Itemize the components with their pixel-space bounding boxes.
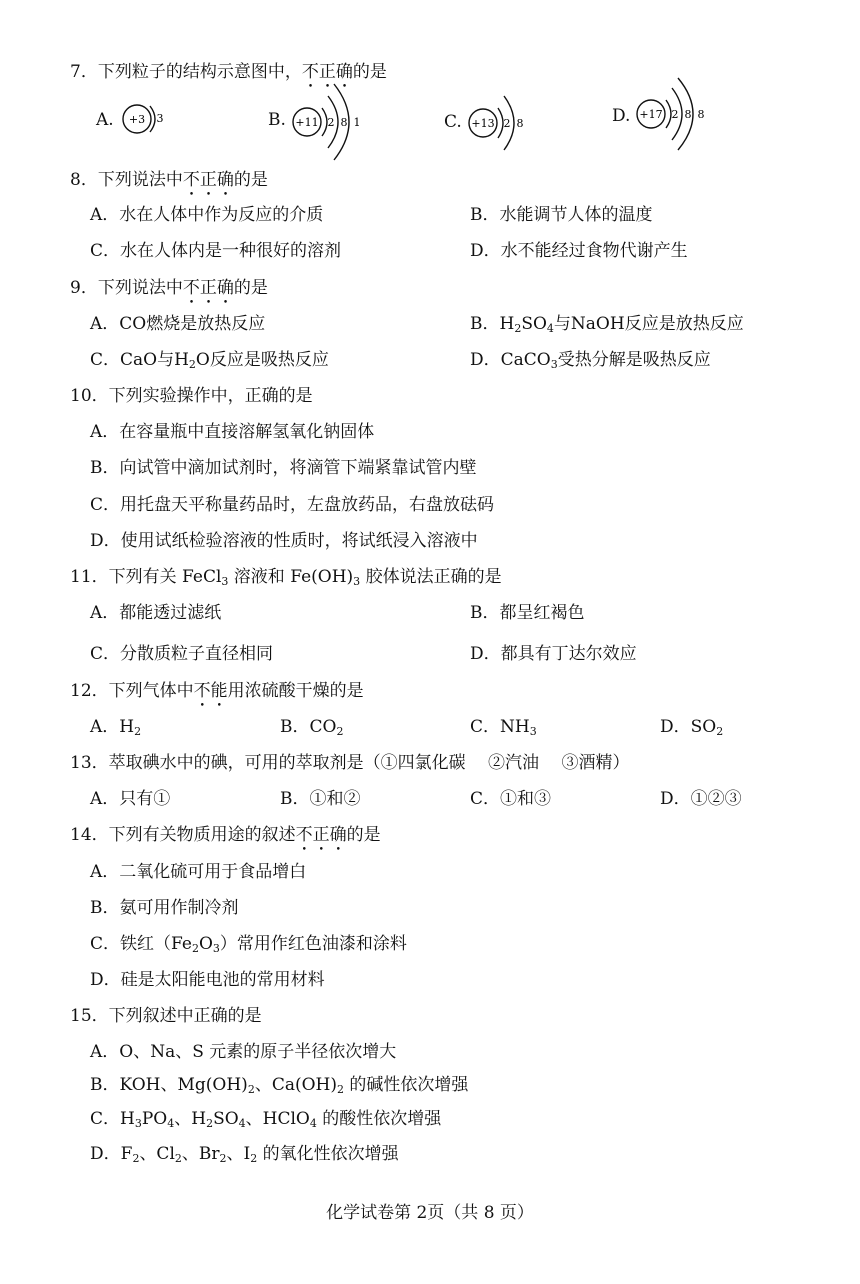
q12-option-a: A．$H_2$ xyxy=(90,717,142,738)
question-12-stem: 12．下列气体中不能用浓硫酸干燥的是 xyxy=(70,681,364,701)
q7a-nucleus: +3 xyxy=(128,113,146,126)
q14-option-a: A．二氧化硫可用于食品增白 xyxy=(90,862,307,882)
q9-option-d: D．CaCO$_3$受热分解是吸热反应 xyxy=(470,350,711,371)
q9-option-a: A．CO燃烧是放热反应 xyxy=(90,314,266,334)
q13-option-a: A．只有① xyxy=(90,789,171,809)
q10-option-a: A．在容量瓶中直接溶解氢氧化钠固体 xyxy=(90,422,375,442)
q14-option-b: B．氨可用作制冷剂 xyxy=(90,898,239,918)
q7b-shell-1: 2 xyxy=(327,116,335,129)
q15-option-d: D．$F_2$、$Cl_2$、$Br_2$、$I_2$ 的氧化性依次增强 xyxy=(90,1144,399,1165)
q8-option-c: C．水在人体内是一种很好的溶剂 xyxy=(90,241,342,261)
q7c-shell-2: 8 xyxy=(516,117,524,130)
q12-option-c: C．$NH_3$ xyxy=(470,717,537,738)
question-11-stem: 11．下列有关 FeCl$_3$ 溶液和 $Fe(OH)_3$ 胶体说法正确的是 xyxy=(70,567,502,588)
q14-option-c: C．铁红$(Fe_2O_3)$常用作红色油漆和涂料 xyxy=(90,934,407,955)
q7d-nucleus: +17 xyxy=(639,108,663,121)
q7-option-d-atom-diagram xyxy=(634,76,724,163)
q9-option-c: C．CaO与$H_2O$反应是吸热反应 xyxy=(90,350,329,371)
q8-option-b: B．水能调节人体的温度 xyxy=(470,205,653,225)
q12-option-b: B．$CO_2$ xyxy=(280,717,344,738)
q7d-shell-2: 8 xyxy=(684,108,692,121)
question-13-stem: 13．萃取碘水中的碘，可用的萃取剂是（①四氯化碳 ②汽油 ③酒精） xyxy=(70,753,630,773)
q10-option-b: B．向试管中滴加试剂时，将滴管下端紧靠试管内壁 xyxy=(90,458,477,478)
q8-option-a: A．水在人体中作为反应的介质 xyxy=(90,205,324,225)
q7-option-c-atom-diagram xyxy=(466,92,536,159)
q12-option-d: D．$SO_2$ xyxy=(660,717,724,738)
q7b-shell-3: 1 xyxy=(353,116,361,129)
question-10-stem: 10．下列实验操作中，正确的是 xyxy=(70,386,313,406)
question-14-stem: 14．下列有关物质用途的叙述不正确的是 xyxy=(70,825,381,845)
q7a-shell-1: 3 xyxy=(156,112,164,125)
q7c-shell-1: 2 xyxy=(503,117,511,130)
q9-option-b: B．$H_2SO_4$与NaOH反应是放热反应 xyxy=(470,314,744,335)
q13-option-b: B．①和② xyxy=(280,789,361,809)
question-8-stem: 8．下列说法中不正确的是 xyxy=(70,170,268,190)
q7d-shell-1: 2 xyxy=(671,108,679,121)
q11-option-c: C．分散质粒子直径相同 xyxy=(90,644,274,664)
question-7-stem: 7．下列粒子的结构示意图中，不正确的是 xyxy=(70,62,387,82)
q11-option-b: B．都呈红褐色 xyxy=(470,603,585,623)
q11-option-d: D．都具有丁达尔效应 xyxy=(470,644,637,664)
q13-option-d: D．①②③ xyxy=(660,789,742,809)
q7-option-b-label: B. xyxy=(268,110,286,130)
q14-option-d: D．硅是太阳能电池的常用材料 xyxy=(90,970,325,990)
q7-option-a-label: A. xyxy=(96,110,114,130)
q7d-shell-3: 8 xyxy=(697,108,705,121)
q10-option-d: D．使用试纸检验溶液的性质时，将试纸浸入溶液中 xyxy=(90,531,478,551)
q15-option-c: C．$H_3PO_4$、$H_2SO_4$、HClO$_4$ 的酸性依次增强 xyxy=(90,1109,442,1130)
q7c-nucleus: +13 xyxy=(471,117,495,130)
question-15-stem: 15．下列叙述中正确的是 xyxy=(70,1006,262,1026)
q13-option-c: C．①和③ xyxy=(470,789,552,809)
q7b-nucleus: +11 xyxy=(295,116,319,129)
q7-option-a-atom-diagram xyxy=(120,98,180,149)
q11-option-a: A．都能透过滤纸 xyxy=(90,603,222,623)
question-9-stem: 9．下列说法中不正确的是 xyxy=(70,278,268,298)
q10-option-c: C．用托盘天平称量药品时，左盘放药品，右盘放砝码 xyxy=(90,495,495,515)
q7-option-d-label: D. xyxy=(612,106,631,126)
q7b-shell-2: 8 xyxy=(340,116,348,129)
q15-option-a: A．O、Na、S 元素的原子半径依次增大 xyxy=(90,1042,397,1062)
q7-option-b-atom-diagram xyxy=(290,80,380,167)
q15-option-b: B．KOH、$Mg(OH)_2$、$Ca(OH)_2$ 的碱性依次增强 xyxy=(90,1075,469,1096)
q7-option-c-label: C. xyxy=(444,112,462,132)
q8-option-d: D．水不能经过食物代谢产生 xyxy=(470,241,688,261)
page-footer: 化学试卷第 2页（共 8 页） xyxy=(326,1203,534,1223)
